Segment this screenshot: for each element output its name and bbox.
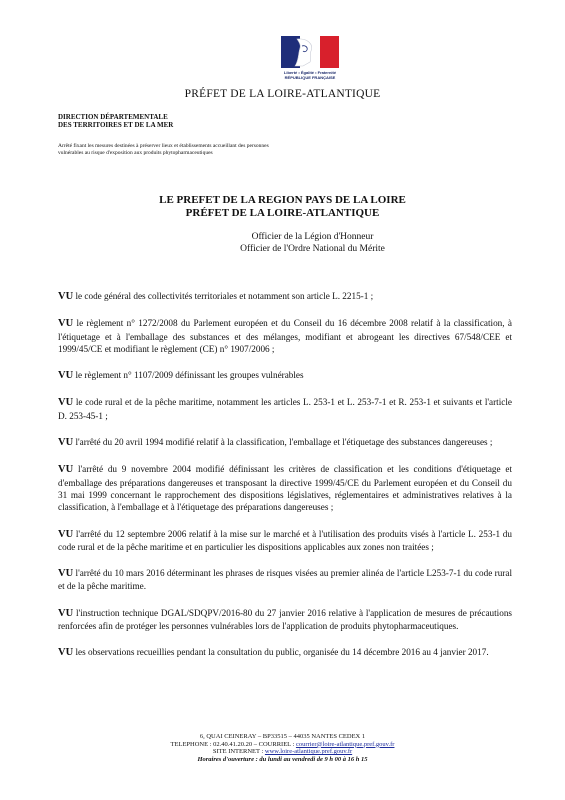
decree-title <box>0 194 565 220</box>
footer-site-label: SITE INTERNET : <box>212 748 264 756</box>
visa-paragraph <box>58 317 512 355</box>
visa-paragraph <box>58 396 512 422</box>
vu-prefix: VU <box>58 568 74 580</box>
vu-prefix: VU <box>58 607 74 619</box>
visa-text: l'arrêté du 10 mars 2016 déterminant les phrases de risques visées au premier alinéa de l'article L253-7-1 du code rural et de la pêche maritime. <box>58 568 513 592</box>
visa-paragraph <box>58 463 512 513</box>
honor-line: Officier de l'Ordre National du Mérite <box>240 243 385 254</box>
republique-motto <box>281 70 339 80</box>
marianne-flag-icon <box>281 36 339 68</box>
visa-paragraph <box>58 646 512 659</box>
visa-paragraph <box>58 436 512 449</box>
website-link[interactable]: www.loire-atlantique.pref.gouv.fr <box>264 748 353 756</box>
direction-line: DES TERRITOIRES ET DE LA MER <box>58 121 174 129</box>
title-line: LE PREFET DE LA REGION PAYS DE LA LOIRE <box>159 194 406 206</box>
visa-paragraph <box>58 607 512 633</box>
title-line: PRÉFET DE LA LOIRE-ATLANTIQUE <box>185 207 380 219</box>
vu-prefix: VU <box>58 647 74 659</box>
arrete-subject: Arrêté fixant les mesures destinées à préserver lieux et établissements accueillant des personnes vulnérables au risque d'exposition aux produits phytopharmaceutiques <box>58 143 269 156</box>
footer-phone: TELEPHONE : 02.40.41.20.20 – COURRIEL : <box>170 740 295 748</box>
visa-paragraph <box>58 567 512 593</box>
visa-paragraph <box>58 290 512 303</box>
visa-paragraph <box>58 369 512 382</box>
direction-block <box>58 113 173 129</box>
vu-prefix: VU <box>58 318 74 330</box>
honor-line: Officier de la Légion d'Honneur <box>251 232 374 242</box>
republique-label: RÉPUBLIQUE FRANÇAISE <box>284 75 336 80</box>
vu-prefix: VU <box>58 464 74 476</box>
page-footer <box>0 733 565 763</box>
direction-line: DIRECTION DÉPARTEMENTALE <box>58 113 168 121</box>
vu-prefix: VU <box>58 291 74 302</box>
visa-text: l'arrêté du 9 novembre 2004 modifié définissant les critères de classification et les conditions d'étiquetage et d'emballage des préparations dangereuses et transposant la directive 1999/45/CE du Parlement européen et du Conseil du 31 mai 1999 concernant le rapprochement des dispositions législatives, réglementaires et administratives relatives à la classification, à l'emballage et à l'étiquetage des préparations dangereuses ; <box>58 464 512 513</box>
visa-text: l'instruction technique DGAL/SDQPV/2016-80 du 27 janvier 2016 relative à l'application de mesures de précautions renforcées afin de protéger les personnes vulnérables lors de l'application de produits phytopharmaceutiques. <box>58 607 513 632</box>
visa-list <box>58 290 512 674</box>
footer-contact <box>0 741 565 749</box>
vu-prefix: VU <box>58 528 74 540</box>
visa-paragraph <box>58 528 512 554</box>
visa-text: le règlement n° 1107/2009 définissant les groupes vulnérables <box>75 370 304 381</box>
honors-block <box>0 232 565 255</box>
vu-prefix: VU <box>58 397 74 409</box>
visa-text: l'arrêté du 12 septembre 2006 relatif à la mise sur le marché et à l'utilisation des produits visés à l'article L. 253-1 du code rural et de la pêche maritime et en particulier les dispositions applicables aux zones non traitées ; <box>58 528 512 552</box>
footer-site <box>0 748 565 756</box>
marianne-logo <box>281 36 339 82</box>
visa-text: le règlement n° 1272/2008 du Parlement européen et du Conseil du 16 décembre 2008 relatif à la classification, à l'étiquetage et à l'emballage des substances et des mélanges, modifiant et abrogeant les directives 67/548/CEE et 1999/45/CE et modifiant le règlement (CE) n° 1907/2006 ; <box>58 318 513 354</box>
visa-text: le code général des collectivités territoriales et notamment son article L. 2215-1 ; <box>75 291 374 301</box>
visa-text: le code rural et de la pêche maritime, notamment les articles L. 253-1 et L. 253-7-1 et R. 253-1 et suivants et l'article D. 253-45-1 ; <box>58 397 512 421</box>
vu-prefix: VU <box>58 370 74 382</box>
email-link[interactable]: courrier@loire-atlantique.pref.gouv.fr <box>295 740 395 748</box>
vu-prefix: VU <box>58 437 74 449</box>
motto-line: Liberté • Égalité • Fraternité <box>283 70 337 75</box>
visa-text: les observations recueillies pendant la consultation du public, organisée du 14 décembre 2016 au 4 janvier 2017. <box>75 647 489 658</box>
opening-hours: Horaires d'ouverture : du lundi au vendredi de 9 h 00 à 16 h 15 <box>197 755 368 763</box>
visa-text: l'arrêté du 20 avril 1994 modifié relatif à la classification, l'emballage et l'étiquetage des substances dangereuses ; <box>75 437 493 448</box>
footer-address: 6, QUAI CEINERAY – BP33515 – 44035 NANTES CEDEX 1 <box>199 733 366 740</box>
prefecture-heading: PRÉFET DE LA LOIRE-ATLANTIQUE <box>184 88 381 100</box>
